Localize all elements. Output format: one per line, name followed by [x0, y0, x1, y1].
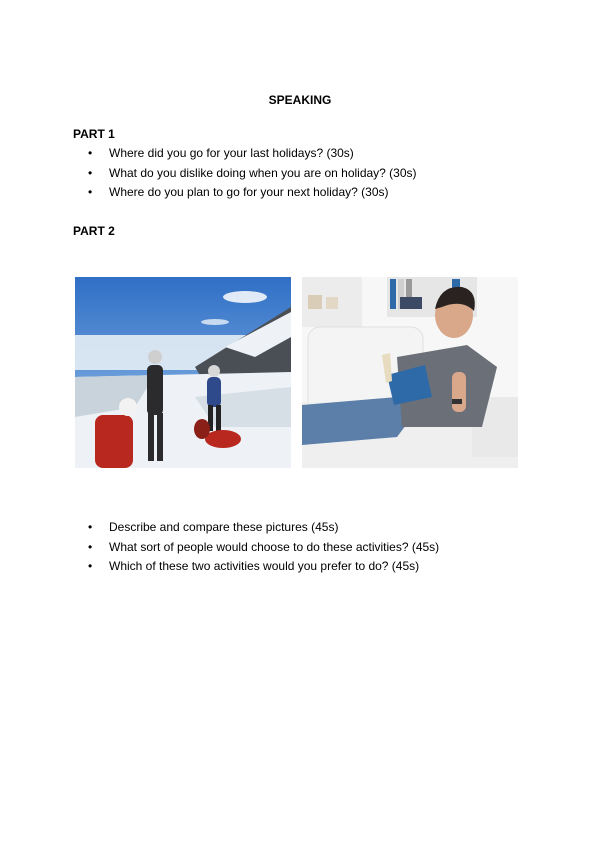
- question-text: What do you dislike doing when you are on holiday? (30s): [109, 165, 417, 180]
- bullet-icon: •: [88, 559, 93, 573]
- list-item: [88, 183, 417, 203]
- mountaineers-photo: [75, 277, 291, 468]
- bullet-icon: •: [88, 165, 93, 180]
- question-text: Where do you plan to go for your next holiday? (30s): [109, 185, 389, 199]
- question-text: What sort of people would choose to do these activities? (45s): [109, 539, 440, 554]
- list-item: [88, 518, 439, 538]
- page-title: SPEAKING: [268, 93, 332, 107]
- part2-heading: PART 2: [73, 224, 115, 238]
- bullet-icon: •: [88, 185, 93, 199]
- list-item: [88, 164, 417, 184]
- question-text: Which of these two activities would you prefer to do? (45s): [109, 559, 420, 573]
- bullet-icon: •: [88, 539, 93, 554]
- part2-question-list: [88, 518, 439, 577]
- list-item: [88, 144, 417, 164]
- man-reading-photo: [302, 277, 518, 468]
- part1-heading: PART 1: [73, 127, 115, 141]
- list-item: [88, 538, 439, 558]
- question-text: Where did you go for your last holidays? (30s): [109, 146, 354, 160]
- question-text: Describe and compare these pictures (45s): [109, 520, 339, 534]
- bullet-icon: •: [88, 520, 93, 534]
- part1-question-list: [88, 144, 417, 203]
- bullet-icon: •: [88, 146, 93, 160]
- list-item: [88, 557, 439, 577]
